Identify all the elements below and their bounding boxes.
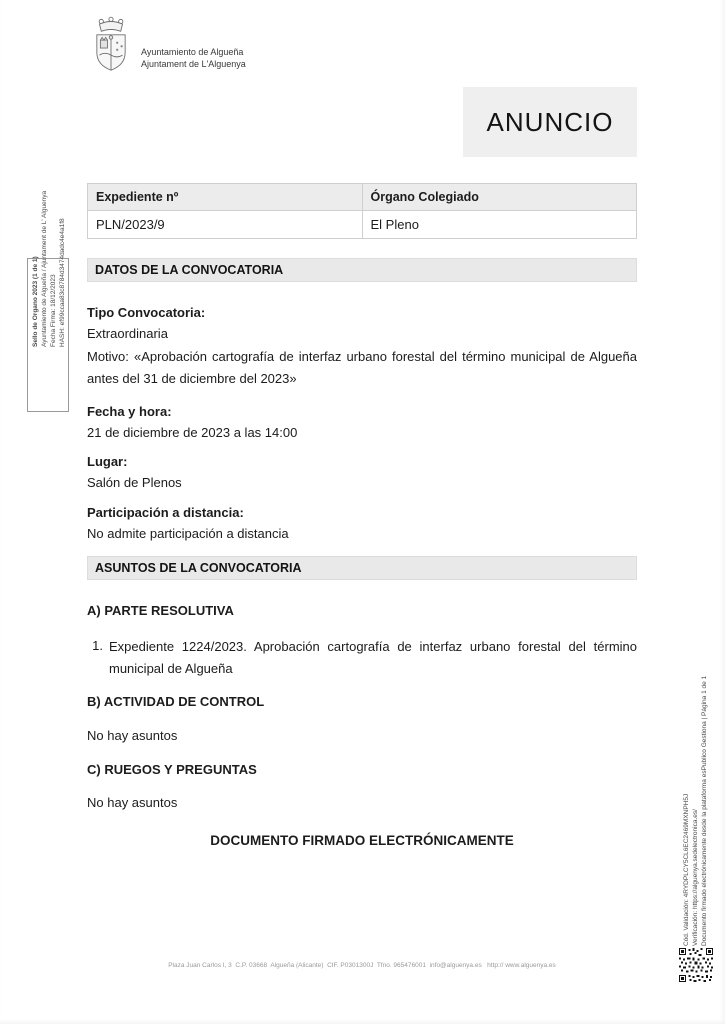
ruegos-preguntas-title: C) RUEGOS Y PREGUNTAS	[87, 762, 257, 777]
col-expediente: Expediente nº	[88, 184, 363, 211]
coat-of-arms-icon	[88, 16, 134, 78]
stamp-org: Ayuntamiento de Algueña / Ajuntament de L' Alguenya	[41, 190, 48, 347]
verification-url: Verificación: https://alguenya.sedelectronica.es/	[692, 809, 699, 946]
lugar-label: Lugar:	[87, 454, 128, 469]
qr-code	[679, 948, 713, 987]
section-header-asuntos: ASUNTOS DE LA CONVOCATORIA	[87, 556, 637, 580]
municipality-logo	[88, 16, 246, 78]
parte-resolutiva-title: A) PARTE RESOLUTIVA	[87, 603, 234, 618]
platform-signature-note: Documento firmado electrónicamente desde la plataforma esPublico Gestiona | Página 1 de 1	[701, 675, 708, 946]
ruegos-preguntas-text: No hay asuntos	[87, 795, 178, 810]
lugar-value: Salón de Plenos	[87, 475, 182, 490]
table-row	[88, 211, 637, 239]
participacion-label: Participación a distancia:	[87, 505, 244, 520]
org-name-ca: Ajuntament de L'Alguenya	[141, 59, 246, 69]
anuncio-title-box	[463, 87, 637, 157]
right-validation-text	[682, 630, 709, 946]
participacion-value: No admite participación a distancia	[87, 526, 289, 541]
agenda-item-text: Expediente 1224/2023. Aprobación cartografía de interfaz urbano forestal del término municipal de Algueña	[109, 639, 637, 676]
fecha-hora-value: 21 de diciembre de 2023 a las 14:00	[87, 425, 298, 440]
section-header-datos: DATOS DE LA CONVOCATORIA	[87, 258, 637, 282]
footer-address: Plaza Juan Carlos I, 3 C.P. 03668 Algueña (Alicante) CIF. P0301300J Tfno. 965476001 info@alguenya.es http:// www.alguenya.es	[168, 962, 556, 969]
signed-electronically-line: DOCUMENTO FIRMADO ELECTRÓNICAMENTE	[210, 833, 514, 848]
stamp-title: Sello de Organo 2023 (1 de 1)	[32, 256, 39, 347]
fecha-hora-label: Fecha y hora:	[87, 404, 172, 419]
tipo-convocatoria-value: Extraordinaria	[87, 326, 168, 341]
left-signature-stamp	[27, 190, 69, 412]
stamp-hash: HASH: ef99ccaa83c8784d3474dadc4e4a1f8	[59, 218, 66, 347]
agenda-item-list	[87, 636, 637, 680]
validation-code: Cód. Validación: 4RYDPLCY5CL6EC2469MXNPH5J	[683, 793, 690, 946]
tipo-convocatoria-label: Tipo Convocatoria:	[87, 305, 206, 320]
motivo-text: Motivo: «Aprobación cartografía de interfaz urbano forestal del término municipal de Algueña antes del 31 de diciembre del 2023»	[87, 349, 637, 386]
table-header-row	[88, 184, 637, 211]
actividad-control-title: B) ACTIVIDAD DE CONTROL	[87, 694, 265, 709]
stamp-date: Fecha Firma: 18/12/2023	[50, 274, 57, 347]
agenda-item	[87, 636, 637, 680]
cell-organo-value: El Pleno	[362, 211, 637, 239]
agenda-item-number: 1.	[92, 638, 103, 653]
expediente-table	[87, 183, 637, 239]
actividad-control-text: No hay asuntos	[87, 728, 178, 743]
anuncio-title: ANUNCIO	[486, 106, 614, 137]
org-name-es: Ayuntamiento de Algueña	[141, 47, 244, 57]
cell-expediente-value: PLN/2023/9	[88, 211, 363, 239]
col-organo: Órgano Colegiado	[362, 184, 637, 211]
